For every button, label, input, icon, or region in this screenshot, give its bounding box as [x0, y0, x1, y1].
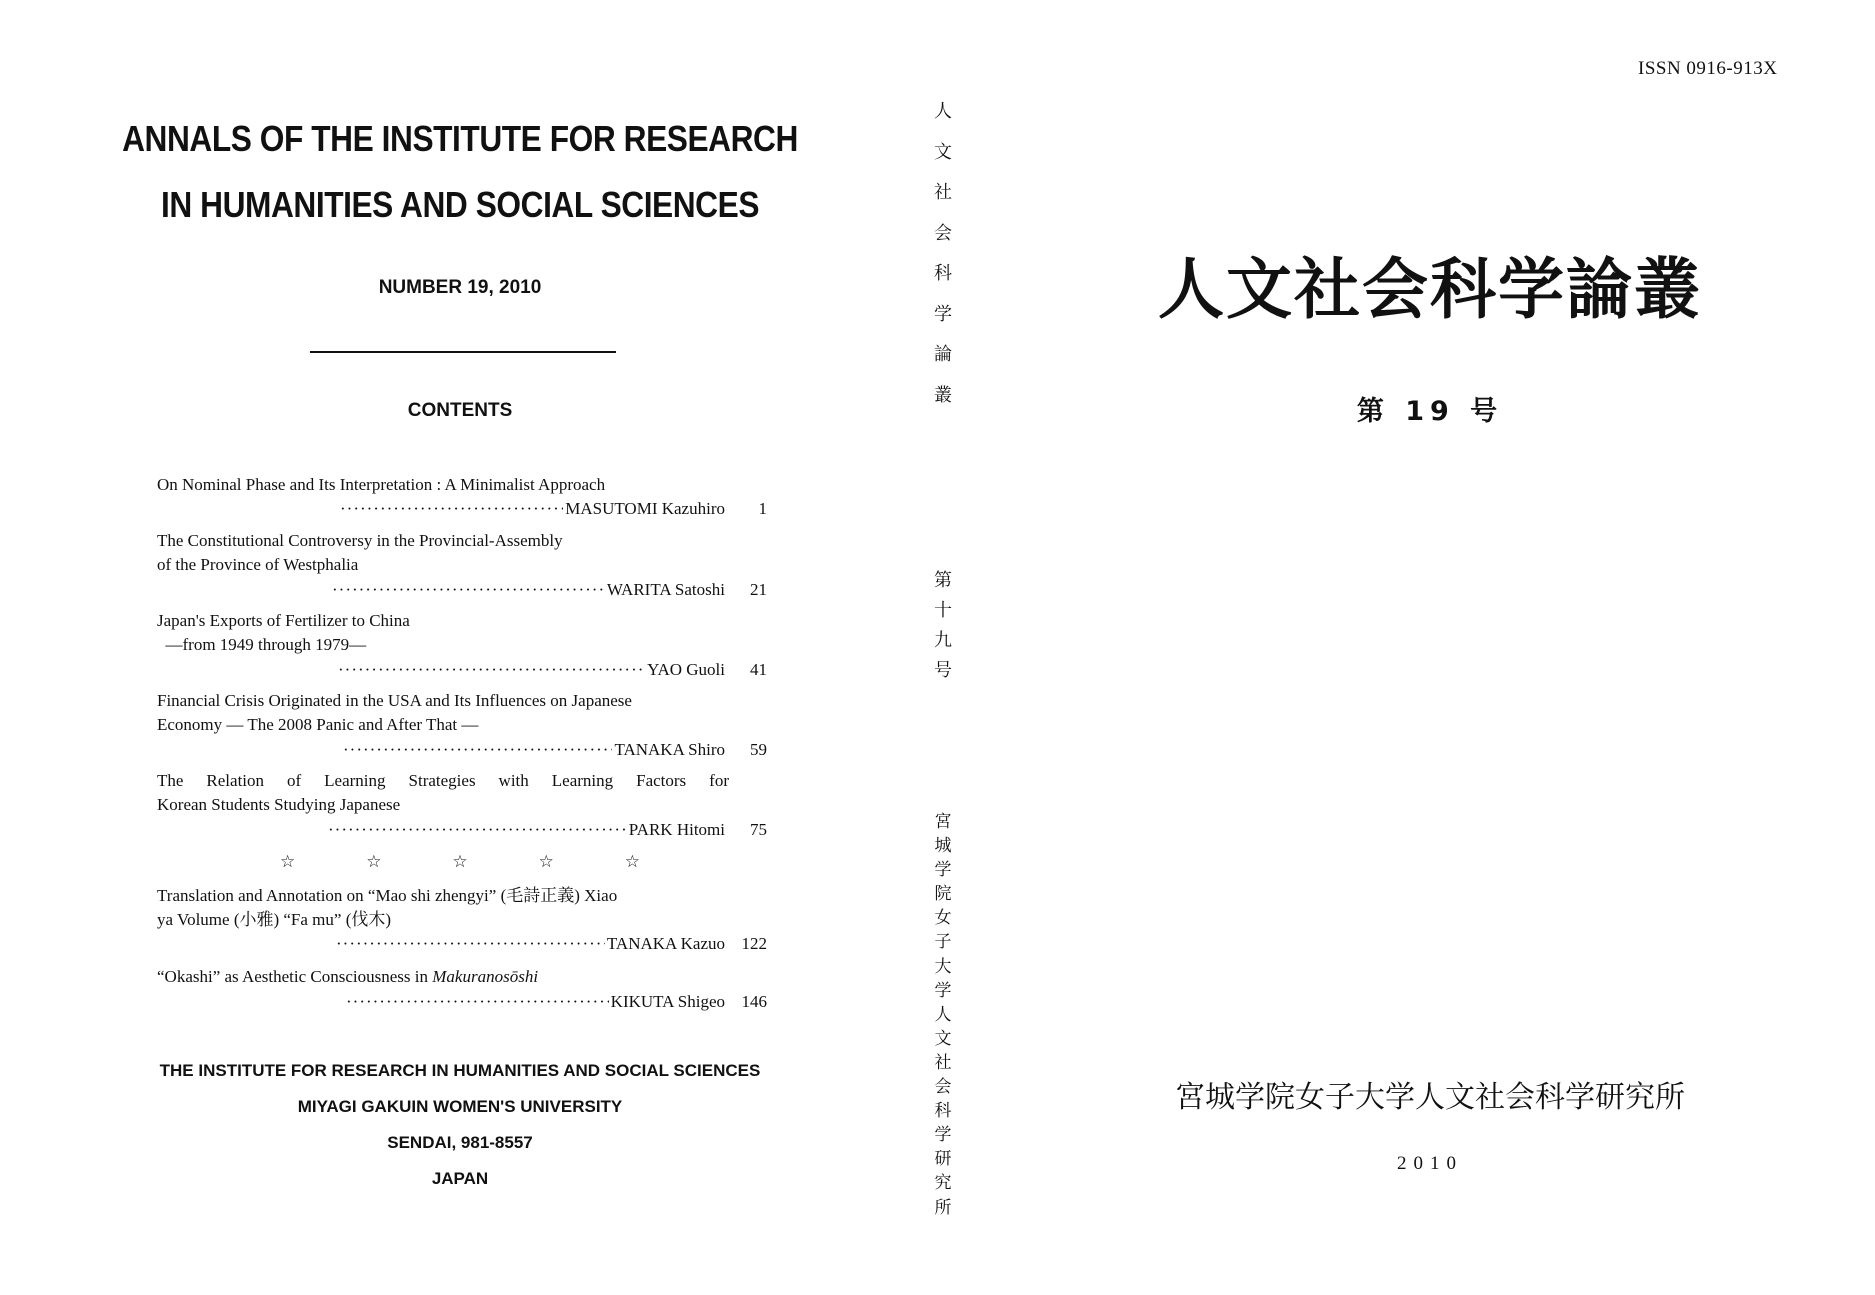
spine-char: 社 [934, 1052, 952, 1073]
university-name-en: MIYAGI GAKUIN WOMEN'S UNIVERSITY [297, 1097, 623, 1116]
journal-title-en-line1: ANNALS OF THE INSTITUTE FOR RESEARCH [122, 118, 798, 159]
toc-title-line: of the Province of Westphalia [157, 555, 359, 574]
spine-char: 院 [934, 884, 952, 905]
spine-char: 科 [934, 1101, 952, 1122]
spine-char: 第 [934, 570, 952, 591]
toc-title-line: Japan's Exports of Fertilizer to China [157, 611, 410, 630]
toc-page-number: 75 [750, 820, 767, 839]
spine-char: 文 [934, 1028, 952, 1049]
journal-title-en-line2: IN HUMANITIES AND SOCIAL SCIENCES [160, 184, 760, 225]
spine-char: 人 [934, 101, 952, 122]
spine-char: 学 [934, 860, 952, 881]
publication-year: 2010 [1397, 1153, 1463, 1174]
star-icon: ☆ [452, 852, 468, 871]
spine-char: 叢 [934, 384, 952, 406]
spine-char: 研 [934, 1149, 952, 1170]
toc-title-line: Economy — The 2008 Panic and After That — [157, 715, 479, 734]
spine-char: 科 [934, 263, 952, 284]
toc-author-row [346, 990, 767, 1014]
spine-char: 学 [934, 303, 952, 325]
toc-title-line: “Okashi” as Aesthetic Consciousness in Makuranosōshi [157, 967, 539, 986]
spine-char: 九 [934, 630, 952, 651]
spine-char: 学 [934, 1125, 952, 1146]
issue-number-jp: 第 19 号 [1356, 396, 1504, 427]
title-divider [310, 351, 616, 353]
spine-title [928, 92, 958, 416]
spine-issue [928, 566, 958, 686]
spine-char: 文 [934, 141, 952, 163]
spine-char: 子 [934, 932, 952, 953]
spine-char: 城 [934, 836, 952, 857]
toc-page-number: 1 [758, 499, 767, 518]
publisher-name-jp: 宮城学院女子大学人文社会科学研究所 [1175, 1080, 1685, 1115]
toc-title-line: The Constitutional Controversy in the Provincial-Assembly [157, 531, 563, 550]
work-title-italic: Makuranosōshi [432, 967, 539, 986]
toc-page-number: 146 [741, 992, 767, 1011]
toc-title-line: The Relation of Learning Strategies with Learning Factors for [157, 771, 729, 790]
toc-title-line: Korean Students Studying Japanese [157, 795, 401, 814]
toc-leader-dots [346, 990, 609, 1014]
spine-char: 所 [934, 1197, 952, 1218]
spine-char: 究 [934, 1173, 952, 1194]
toc-page-number: 59 [750, 740, 767, 759]
toc-title-line: On Nominal Phase and Its Interpretation : A Minimalist Approach [157, 475, 606, 494]
spine-char: 論 [934, 344, 952, 365]
spine-char: 社 [934, 182, 952, 203]
toc-page-number: 41 [750, 660, 767, 679]
spine-char: 宮 [934, 812, 952, 832]
institute-name-en: THE INSTITUTE FOR RESEARCH IN HUMANITIES AND SOCIAL SCIENCES [159, 1061, 761, 1080]
toc-leader-dots [336, 932, 605, 956]
toc-author-row [338, 658, 767, 682]
spine-char: 大 [934, 956, 952, 977]
toc-page-number: 122 [741, 934, 767, 953]
toc-author-row [336, 932, 767, 956]
star-icon: ☆ [366, 852, 382, 871]
toc-author: MASUTOMI Kazuhiro [565, 499, 725, 518]
issue-number-en: NUMBER 19, 2010 [378, 277, 542, 298]
toc-leader-dots [340, 497, 563, 521]
spine-char: 人 [934, 1004, 952, 1025]
toc-leader-dots [332, 578, 605, 602]
contents-heading: CONTENTS [407, 400, 513, 421]
toc-author-row [332, 578, 767, 602]
toc-page-number: 21 [750, 580, 767, 599]
star-icon: ☆ [538, 852, 554, 871]
spine-char: 会 [934, 1077, 952, 1098]
toc-author: PARK Hitomi [628, 820, 725, 839]
toc-leader-dots [328, 818, 627, 842]
toc-author-row [343, 738, 767, 762]
address-city-postcode: SENDAI, 981-8557 [387, 1133, 533, 1152]
spine-char: 号 [934, 660, 952, 681]
spine-char: 十 [934, 600, 952, 621]
toc-title-line: Financial Crisis Originated in the USA and Its Influences on Japanese [157, 691, 632, 710]
spine-char: 会 [934, 222, 952, 244]
toc-author: TANAKA Kazuo [606, 934, 725, 953]
section-separator-stars [280, 852, 640, 872]
toc-title-line: —from 1949 through 1979— [157, 635, 367, 654]
toc-author: YAO Guoli [647, 660, 725, 679]
toc-author-row [328, 818, 767, 842]
toc-title-line: ya Volume (小雅) “Fa mu” (伐木) [157, 910, 392, 929]
toc-leader-dots [343, 738, 612, 762]
address-country: JAPAN [431, 1169, 489, 1188]
spine-char: 女 [934, 908, 952, 929]
toc-title-line: Translation and Annotation on “Mao shi zhengyi” (毛詩正義) Xiao [157, 886, 618, 905]
journal-title-jp: 人文社会科学論叢 [1158, 251, 1702, 328]
spine-publisher [928, 810, 958, 1220]
star-icon: ☆ [280, 852, 296, 871]
star-icon: ☆ [624, 852, 640, 871]
toc-leader-dots [338, 658, 645, 682]
spine-char: 学 [934, 980, 952, 1001]
toc-author-row [340, 497, 767, 521]
toc-author: TANAKA Shiro [614, 740, 725, 759]
toc-author: WARITA Satoshi [606, 580, 725, 599]
issn-number: ISSN 0916-913X [1638, 58, 1778, 79]
toc-author: KIKUTA Shigeo [610, 992, 725, 1011]
